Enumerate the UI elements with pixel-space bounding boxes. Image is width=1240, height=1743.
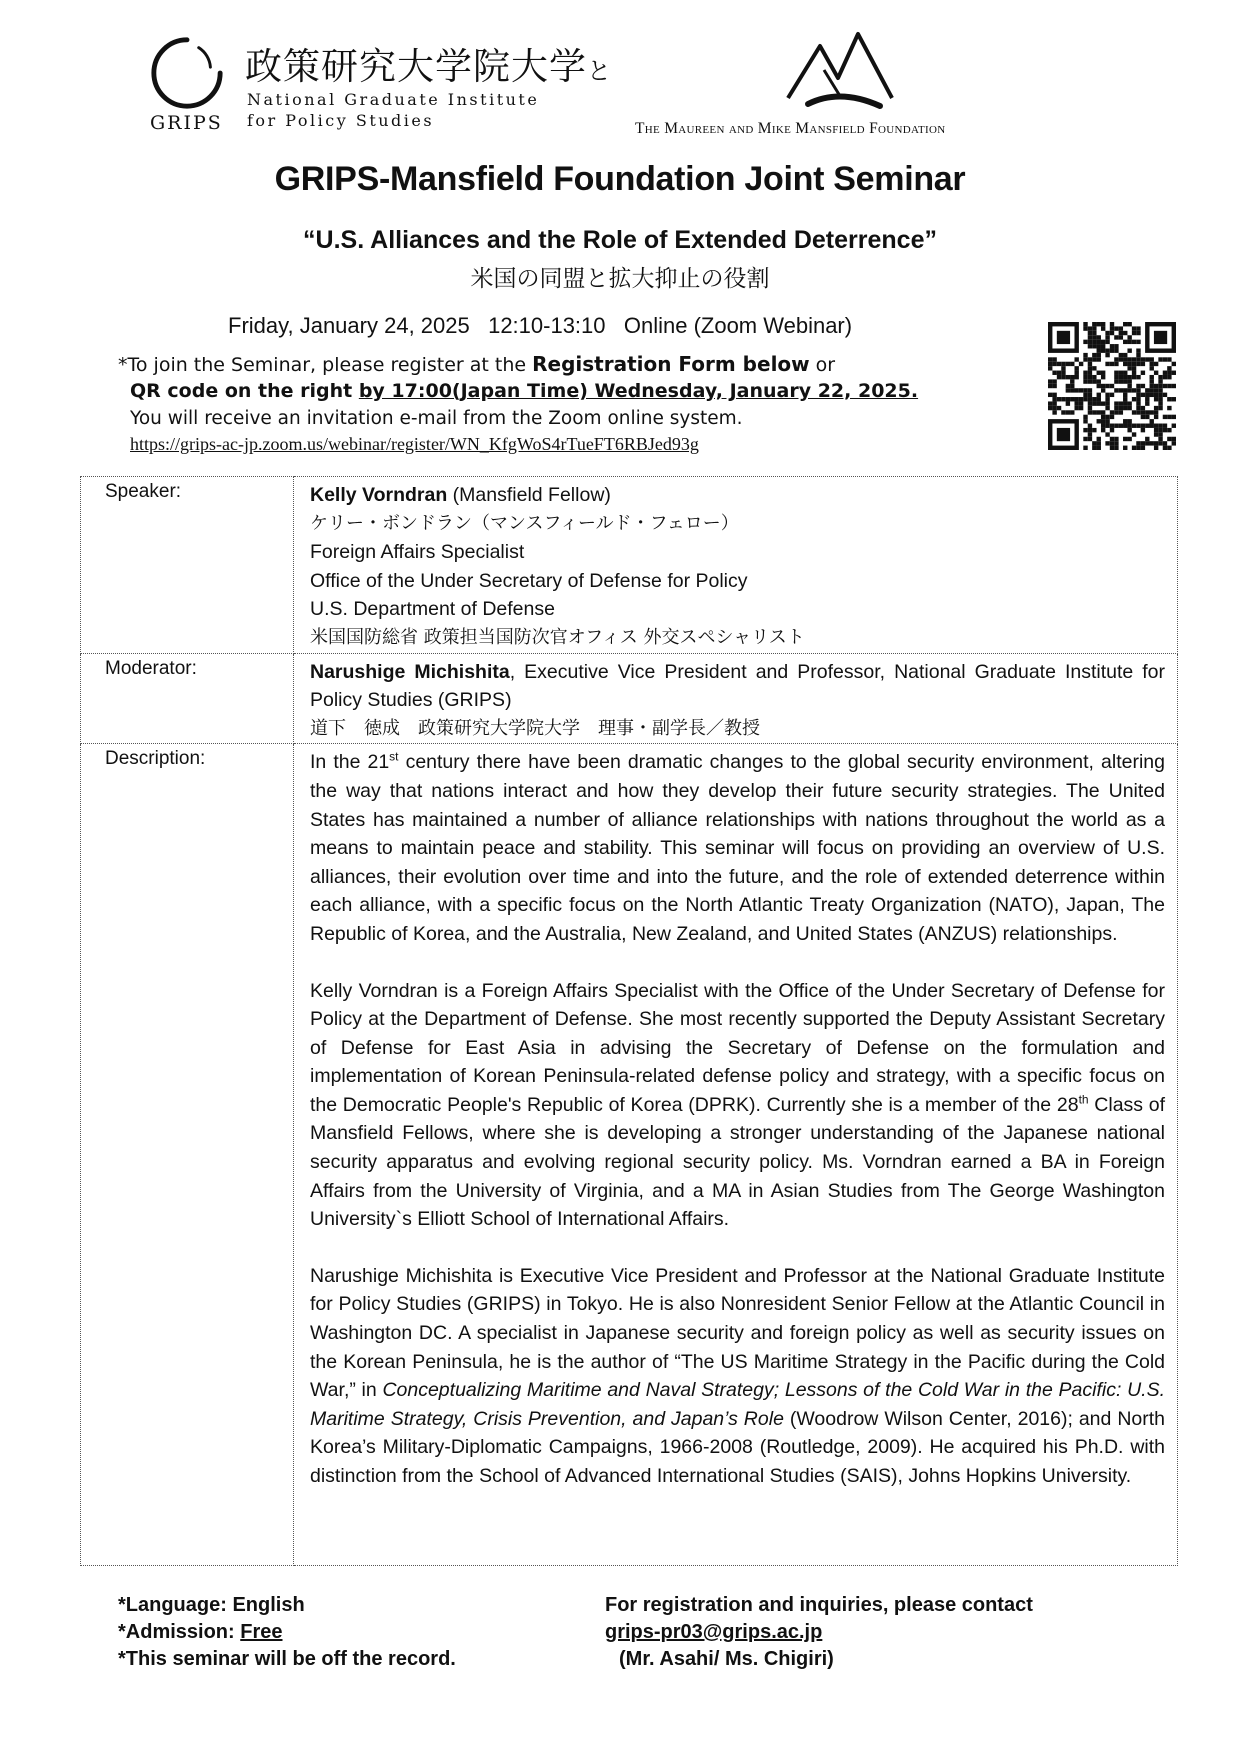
grips-logo — [140, 30, 620, 134]
speaker-role: (Mansfield Fellow) — [447, 484, 611, 506]
language-note: *Language: English — [118, 1594, 305, 1616]
seminar-notes — [118, 1592, 456, 1673]
moderator-name: Narushige Michishita — [310, 660, 510, 683]
speaker-affiliation-jp: 米国国防総省 政策担当国防次官オフィス 外交スペシャリスト — [310, 626, 805, 648]
speaker-title: Foreign Affairs Specialist — [310, 541, 525, 564]
description-p2-start: Kelly Vorndran is a Foreign Affairs Specialist with the Office of the Under Secretary of Defense for Policy at the Department of Defense. She most recently supported the Deputy Assistant Secretary of Defense for East Asia in advising the Secretary of Defense on the formulation and implementation of Korean Peninsula-related defense policy and strategy, with a specific focus on the Democratic People's Republic of Korea (DPRK). Currently she is a member of the 28 — [310, 979, 1165, 1116]
registration-line-3: You will receive an invitation e-mail from the Zoom online system. — [130, 408, 743, 429]
registration-deadline: by 17:00(Japan Time) Wednesday, January 22, 2025. — [358, 380, 919, 402]
description-p3-rest: (Woodrow Wilson Center, 2016); and North Korea’s Military-Diplomatic Campaigns, 1966-2008 (Routledge, 2009). He acquired his Ph.D. with distinction from the School of Advanced International Studies (SAIS), Johns Hopkins University. — [310, 1407, 1165, 1487]
description-p2-sup: th — [1078, 1092, 1089, 1107]
seminar-subtitle: “U.S. Alliances and the Role of Extended Deterrence” — [303, 226, 937, 254]
moderator-title: , Executive Vice President and Professor, National Graduate Institute for Policy Studies (GRIPS) — [310, 660, 1166, 712]
speaker-name: Kelly Vorndran — [310, 484, 448, 506]
moderator-details — [294, 653, 1178, 744]
grips-name-jp — [245, 36, 612, 90]
registration-line-2 — [130, 380, 918, 402]
seminar-subtitle-jp: 米国の同盟と拡大抑止の役割 — [470, 266, 770, 292]
contact-info — [605, 1592, 1033, 1673]
registration-line-1-or: or — [809, 354, 836, 376]
speaker-department: U.S. Department of Defense — [310, 598, 555, 621]
description-content — [294, 744, 1178, 1566]
speaker-name-jp: ケリー・ボンドラン（マンスフィールド・フェロー） — [310, 512, 739, 534]
event-details — [228, 313, 852, 339]
moderator-description — [310, 658, 1165, 715]
contact-heading: For registration and inquiries, please contact — [605, 1594, 1033, 1616]
description-row — [81, 744, 1178, 1566]
contact-names: (Mr. Asahi/ Ms. Chigiri) — [619, 1648, 834, 1670]
event-time: 12:10-13:10 — [488, 313, 606, 338]
event-venue: Online (Zoom Webinar) — [623, 313, 853, 338]
registration-line-1-text: *To join the Seminar, please register at the — [118, 354, 533, 376]
speaker-name-line — [310, 481, 1165, 510]
grips-name-en-line2: for Policy Studies — [247, 111, 435, 130]
speaker-label: Speaker: — [81, 477, 294, 654]
contact-email-link[interactable]: grips-pr03@grips.ac.jp — [605, 1621, 823, 1643]
speaker-office: Office of the Under Secretary of Defense for Policy — [310, 569, 748, 592]
mansfield-logo — [625, 28, 1095, 138]
grips-abbreviation: GRIPS — [150, 112, 223, 134]
registration-link[interactable]: https://grips-ac-jp.zoom.us/webinar/register/WN_KfgWoS4rTueFT6RBJed93g — [130, 434, 699, 454]
description-paragraph-seminar — [310, 748, 1165, 948]
grips-circle-logo-icon — [148, 34, 226, 112]
admission-note — [118, 1619, 456, 1646]
qr-code-icon[interactable] — [1048, 322, 1176, 450]
description-paragraph-moderator-bio — [310, 1262, 1165, 1491]
moderator-label: Moderator: — [81, 653, 294, 744]
page-title: GRIPS-Mansfield Foundation Joint Seminar — [274, 160, 966, 198]
mansfield-mountain-logo-icon — [780, 28, 900, 112]
mansfield-foundation-name: The Maureen and Mike Mansfield Foundation — [635, 120, 946, 137]
event-date: Friday, January 24, 2025 — [228, 313, 470, 338]
description-p1-start: In the 21 — [310, 751, 390, 774]
grips-name-en-line1: National Graduate Institute — [247, 90, 540, 109]
moderator-name-jp: 道下 徳成 政策研究大学院大学 理事・副学長／教授 — [310, 717, 760, 739]
description-label: Description: — [81, 744, 294, 1566]
description-p3-start: Narushige Michishita is Executive Vice President and Professor at the National Graduate Institute for Policy Studies (GRIPS) in Tokyo. He is also Nonresident Senior Fellow at the Atlantic Council in Washington DC. A specialist in Japanese security and foreign policy as well as security issues on the Korean Peninsula, he is the author of “The US Maritime Strategy in the Pacific during the Cold War,” in — [310, 1264, 1165, 1402]
grips-name-jp-main: 政策研究大学院大学 — [245, 45, 587, 88]
grips-name-jp-small: と — [587, 57, 612, 85]
speaker-row — [81, 477, 1178, 654]
description-p2-rest: Class of Mansfield Fellows, where she is developing a stronger understanding of the Japanese national security apparatus and evolving regional security policy. Ms. Vorndran earned a BA in Foreign Affairs from the University of Virginia, and a MA in Asian Studies from The George Washington University`s Elliott School of International Affairs. — [310, 1093, 1166, 1231]
record-note: *This seminar will be off the record. — [118, 1648, 456, 1670]
qr-code-instruction: QR code on the right — [130, 380, 359, 402]
seminar-info-table — [80, 476, 1178, 1566]
book-title: Conceptualizing Maritime and Naval Strategy; Lessons of the Cold War in the Pacific: U.S. Maritime Strategy, Crisis Prevention, and Japan’s Role — [310, 1379, 1165, 1430]
moderator-row — [81, 653, 1178, 744]
admission-label: *Admission: — [118, 1621, 241, 1643]
registration-form-label: Registration Form below — [532, 352, 810, 376]
registration-line-1 — [118, 352, 835, 376]
description-p1-sup: st — [389, 749, 399, 764]
admission-value: Free — [240, 1621, 283, 1643]
description-p1-rest: century there have been dramatic changes to the global security environment, altering the way that nations interact and how they develop their future security strategies. The United States has maintained a number of alliance relationships with nations throughout the world as a means to maintain peace and stability. This seminar will focus on providing an overview of U.S. alliances, their evolution over time and into the future, and the role of extended deterrence within each alliance, with a specific focus on the North Atlantic Treaty Organization (NATO), Japan, The Republic of Korea, and the Australia, New Zealand, and United States (ANZUS) relationships. — [310, 751, 1165, 945]
speaker-details — [294, 477, 1178, 654]
description-paragraph-speaker-bio — [310, 977, 1165, 1234]
